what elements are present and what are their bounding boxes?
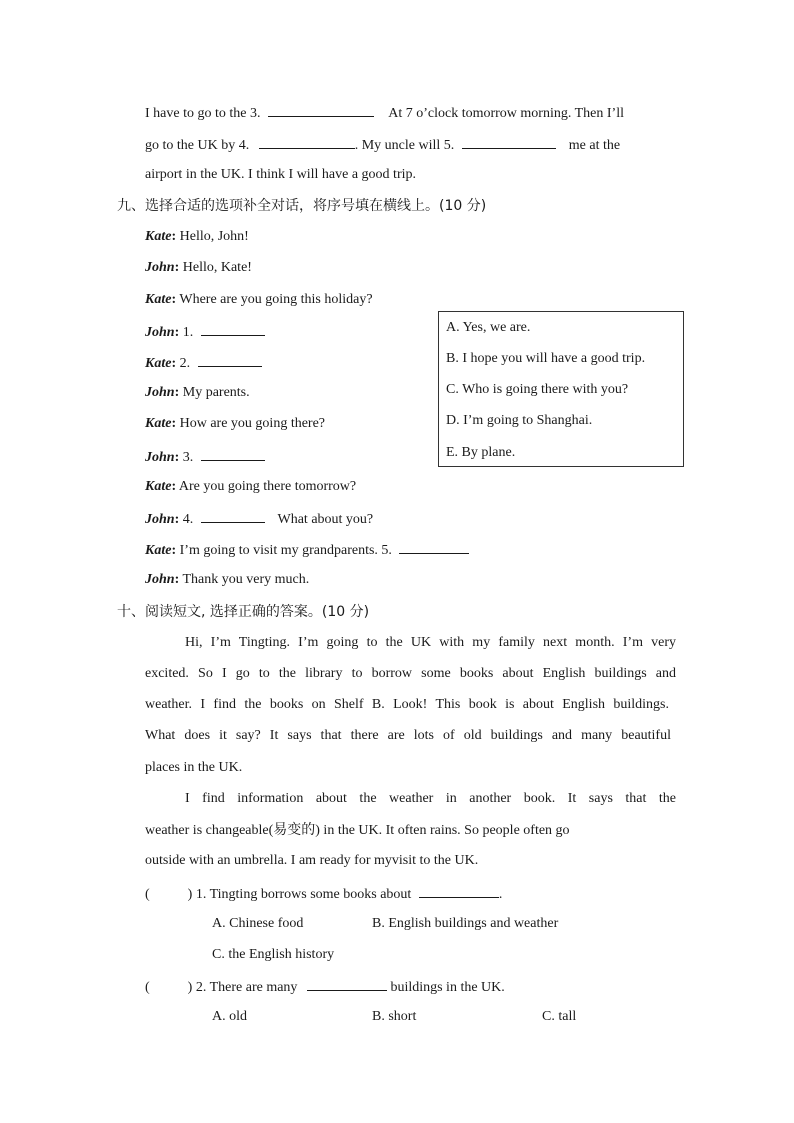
- speaker-colon: :: [174, 512, 180, 527]
- passage-text: Hi, I’m Tingting. I’m going to the UK with my family next month. I’m very: [185, 635, 676, 650]
- passage-text: I find information about the weather in another book. It says that the: [185, 791, 676, 806]
- dialogue-text: 3.: [179, 450, 194, 465]
- section-heading-10: 十、阅读短文, 选择正确的答案。(10 分): [117, 604, 370, 620]
- dialogue-text: Hello, John!: [176, 229, 249, 244]
- choice-b: B. short: [372, 1009, 417, 1024]
- speaker-name: Kate: [145, 543, 172, 558]
- answer-paren-close: ): [187, 980, 193, 995]
- passage-text: At 7 o’clock tomorrow morning. Then I’ll: [388, 106, 624, 121]
- speaker-name: John: [145, 450, 175, 465]
- dialogue-text: 4.: [179, 512, 194, 527]
- passage-line: outside with an umbrella. I am ready for myvisit to the UK.: [145, 853, 479, 868]
- dialogue-line: [145, 478, 356, 496]
- dialogue-text: Thank you very much.: [179, 572, 310, 587]
- question-1: [145, 884, 502, 904]
- dialogue-line: [145, 322, 265, 342]
- dialogue-text: 1.: [179, 325, 194, 340]
- choice-a: A. Chinese food: [212, 916, 304, 931]
- dialogue-line: [145, 353, 262, 373]
- dialogue-line: [145, 447, 265, 467]
- speaker-name: John: [145, 325, 175, 340]
- chinese-gloss: 易变的: [273, 822, 316, 838]
- choice-c: C. tall: [542, 1009, 577, 1024]
- dialogue-text: What about you?: [277, 512, 374, 527]
- dialogue-line: [145, 228, 249, 246]
- speaker-name: John: [145, 572, 175, 587]
- speaker-colon: :: [174, 572, 180, 587]
- dialogue-line: [145, 509, 373, 529]
- question-stem-end: buildings in the UK.: [390, 980, 505, 995]
- dialogue-text: I’m going to visit my grandparents. 5.: [176, 543, 392, 558]
- passage-text: me at the: [568, 138, 621, 153]
- choice-a: A. old: [212, 1009, 247, 1024]
- dialogue-line: [145, 259, 252, 277]
- speaker-colon: :: [174, 385, 180, 400]
- option-c: C. Who is going there with you?: [446, 382, 629, 397]
- question-stem: 1. Tingting borrows some books about: [195, 887, 412, 902]
- speaker-colon: :: [174, 260, 180, 275]
- passage-line: [185, 634, 676, 652]
- choice-b: B. English buildings and weather: [372, 916, 559, 931]
- passage-line: [185, 790, 676, 808]
- dialogue-text: 2.: [176, 356, 191, 371]
- speaker-name: Kate: [145, 292, 172, 307]
- passage-text: ) in the UK. It often rains. So people often go: [315, 823, 570, 838]
- answer-paren-close: ): [187, 887, 193, 902]
- dialogue-text: Hello, Kate!: [179, 260, 252, 275]
- passage-text: excited. So I go to the library to borrow some books about English buildings and: [145, 666, 676, 681]
- passage-line: [145, 103, 624, 123]
- answer-paren-open: (: [145, 887, 150, 902]
- passage-text: What does it say? It says that there are lots of old buildings and many beautiful: [145, 728, 671, 743]
- passage-text: weather is changeable(: [145, 823, 274, 838]
- dialogue-line: [145, 571, 309, 589]
- passage-line: [145, 665, 676, 683]
- question-stem-end: .: [498, 887, 503, 902]
- speaker-name: Kate: [145, 479, 172, 494]
- answer-blank[interactable]: [419, 884, 499, 898]
- passage-line: [145, 727, 671, 745]
- passage-text: I have to go to the 3.: [145, 106, 261, 121]
- speaker-colon: :: [171, 229, 177, 244]
- dialogue-text: Are you going there tomorrow?: [176, 479, 357, 494]
- speaker-colon: :: [171, 292, 177, 307]
- answer-blank[interactable]: [307, 977, 387, 991]
- answer-paren-open: (: [145, 980, 150, 995]
- passage-line: [145, 135, 620, 155]
- passage-text: . My uncle will 5.: [354, 138, 455, 153]
- answer-blank-1[interactable]: [201, 322, 265, 336]
- speaker-name: Kate: [145, 229, 172, 244]
- dialogue-text: Where are you going this holiday?: [176, 292, 373, 307]
- speaker-colon: :: [171, 479, 177, 494]
- speaker-name: Kate: [145, 356, 172, 371]
- option-b: B. I hope you will have a good trip.: [446, 351, 646, 366]
- speaker-colon: :: [171, 356, 177, 371]
- dialogue-line: [145, 415, 325, 433]
- answer-blank-3[interactable]: [201, 447, 265, 461]
- speaker-colon: :: [174, 325, 180, 340]
- question-stem: 2. There are many: [195, 980, 298, 995]
- speaker-colon: :: [171, 543, 177, 558]
- speaker-name: John: [145, 512, 175, 527]
- passage-line: places in the UK.: [145, 760, 243, 775]
- passage-text: go to the UK by 4.: [145, 138, 250, 153]
- answer-blank-2[interactable]: [198, 353, 262, 367]
- answer-blank-5[interactable]: [399, 540, 469, 554]
- passage-line: airport in the UK. I think I will have a good trip.: [145, 167, 416, 182]
- question-2: [145, 977, 505, 997]
- passage-line: [145, 821, 676, 840]
- dialogue-line: [145, 384, 250, 402]
- dialogue-line: [145, 540, 469, 560]
- speaker-colon: :: [171, 416, 177, 431]
- option-e: E. By plane.: [446, 445, 516, 460]
- answer-blank-4[interactable]: [259, 135, 355, 149]
- choice-c: C. the English history: [212, 947, 335, 962]
- answer-blank-3[interactable]: [268, 103, 374, 117]
- option-a: A. Yes, we are.: [446, 320, 531, 335]
- passage-text: weather. I find the books on Shelf B. Look! This book is about English buildings.: [145, 697, 669, 712]
- section-heading-9: 九、选择合适的选项补全对话，将序号填在横线上。(10 分): [117, 198, 487, 214]
- speaker-name: John: [145, 260, 175, 275]
- answer-blank-5[interactable]: [462, 135, 556, 149]
- dialogue-line: [145, 291, 373, 309]
- speaker-name: John: [145, 385, 175, 400]
- speaker-colon: :: [174, 450, 180, 465]
- dialogue-text: My parents.: [179, 385, 250, 400]
- speaker-name: Kate: [145, 416, 172, 431]
- passage-line: [145, 696, 669, 714]
- dialogue-text: How are you going there?: [176, 416, 326, 431]
- answer-blank-4[interactable]: [201, 509, 265, 523]
- option-d: D. I’m going to Shanghai.: [446, 413, 593, 428]
- options-box: [438, 311, 684, 467]
